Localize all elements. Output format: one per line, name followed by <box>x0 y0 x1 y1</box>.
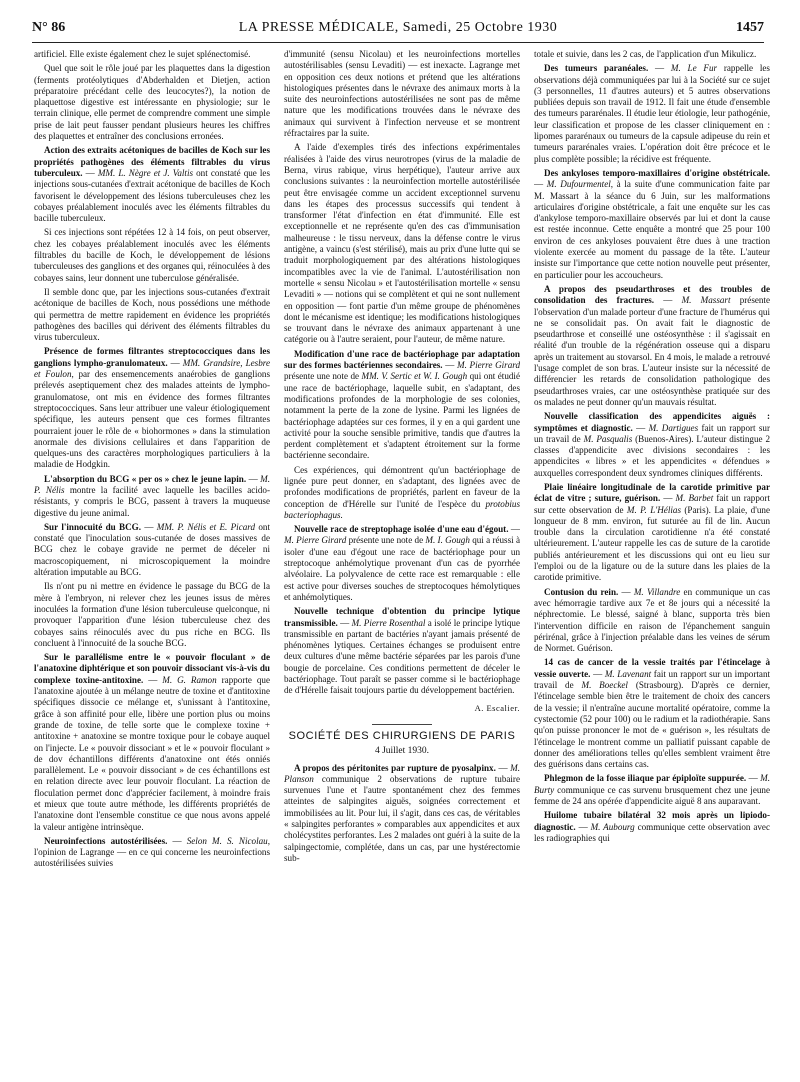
article-heading: Sur l'innocuité du BCG. <box>44 521 142 532</box>
article-pararenal-tumors: Des tumeurs paranéales. — M. Le Fur rappelle les observations déjà communiquées par lui à la Société sur ce sujet (3 personnelles, 11 d'autres auteurs) et 5 autres observations publiées depuis son travail de 1912. Il fait une étude d'ensemble des tumeurs pararénales. Il étudie leur étiologie, leur pathogénie, leur classification et propose de les classer cliniquement en : lipomes pararénaux ou tumeurs de la capsule adipeuse du rein et tumeurs pararénales vraies. L'opération doit être précoce et le plus complète possible; la récidive est fréquente. <box>534 63 770 164</box>
article-heading: Action des extraits acétoniques de bacilles de Koch sur les propriétés pathogènes des éléments filtrables du virus tuberculeux. <box>34 145 270 178</box>
article-authors: M. P. L'Hélias <box>626 504 681 515</box>
article-heading: 14 cas de cancer de la vessie traités par l'étincelage à vessie ouverte. <box>534 657 770 679</box>
article-acetone-extracts: Action des extraits acétoniques de bacilles de Koch sur les propriétés pathogènes des éléments filtrables du virus tuberculeux. — MM. L. Nègre et J. Valtis ont constaté que les injections sous-cutanées d'extrait acétonique de bacilles de Koch favorisent le développement des lésions tuberculeuses chez les cobayes préalablement inoculés avec les éléments filtrables du bacille tuberculeux. <box>34 145 270 224</box>
article-body: fait un rapport sur un travail de <box>534 422 770 444</box>
article-body: a isolé le principe lytique transmissible en partant de bactéries n'ayant jamais présenté de phénomènes lytiques. Certaines échanges se produisent entre deux cultures d'une même bactérie séparées par les parois d'une bougie de porcelaine. Ces conditions permettent de déceler le bactériophage. Tout paraît se passer comme si le bactériophage de d'Hérelle faisait toujours partie du développement bactérien. <box>284 617 520 696</box>
article-body: présente l'observation d'un malade porteur d'une fracture de l'humérus qui ne se consolidait pas. On avait fait le diagnostic de pseudarthrose et conseillé une ostéosynthèse : il s'agissait en réalité d'un trouble de la régénération osseuse qui a disparu après un traitement au stovarsol. En 4 mois, le malade a retrouvé l'usage complet de son bras. L'auteur insiste sur la nécessité de différencier les retards de consolidation pathologique des pseudarthroses vraies, car une ostéosynthèse pratiquée sur des os malades ne peut donner qu'un mauvais résultat. <box>534 295 770 407</box>
article-bcg-innocuity: Sur l'innocuité du BCG. — MM. P. Nélis et E. Picard ont constaté que l'inoculation sous-cutanée de doses massives de BCG chez le cobaye gravide ne permet de déceler ni macroscopiquement, ni microscopiquement la moindre altération imputable au BCG. <box>34 521 270 578</box>
article-body: (Buenos-Aires). L'auteur distingue 2 classes d'appendicite avec divisions secondaires : les appendicites « libres » et les appendicites « défendues » auxquelles correspondent deux syndromes cliniques différents. <box>534 433 770 478</box>
article-body: rappelle les observations déjà communiquées par lui à la Société sur ce sujet (3 personnelles, 11 d'autres auteurs) et 5 autres observations publiées depuis son travail de 1912. Il fait une étude d'ensemble des tumeurs pararénales. Il étudie leur étiologie, leur pathogénie, leur classification et propose de les classer cliniquement en : lipomes pararénaux ou tumeurs de la capsule adipeuse du rein et tumeurs pararénales vraies. L'opération doit être précoce et le plus complète possible; la récidive est fréquente. <box>534 63 770 164</box>
article-authors: M. Pierre Girard <box>284 535 347 546</box>
article-authors: MM. V. Sertic et W. I. Gough <box>361 371 468 382</box>
paragraph: Quel que soit le rôle joué par les plaquettes dans la digestion (ferments protéolytiques d'Abderhalden et Dietjen, action préparatoire précédant celle des leucocytes?), la notion de plaquettose digestive est intéressante en physiologie; sur le terrain clinique, elle permet de comprendre comment une simple prise de lait peut fausser pendant plusieurs heures les chiffres des plaquettes et entraîner des conclusions erronées. <box>34 63 270 142</box>
article-authors: M. Lavenant <box>604 668 652 679</box>
paragraph: d'immunité (sensu Nicolau) et les neuroinfections mortelles autostérilisables (sensu Levaditi) — est inexacte. Lagrange met en opposition ces deux notions et prétend que les altérations histologiques présentes dans le névraxe des animaux morts à la suite des neuroinfections autostérilisées ne sont pas de même nature que les modifications trouvées dans le névraxe des animaux qui survivent à l'infection nerveuse et se montrent réfractaires par la suite. <box>284 49 520 139</box>
article-heading: Contusion du rein. <box>544 586 619 597</box>
article-authors: M. Aubourg <box>590 821 635 832</box>
article-authors: M. Burty <box>534 773 770 795</box>
article-heading: L'absorption du BCG « per os » chez le jeune lapin. <box>44 473 247 484</box>
article-bacteriophage-modification: Modification d'une race de bactériophage par adaptation sur des formes bactériennes secondaires. — M. Pierre Girard présente une note de MM. V. Sertic et W. I. Gough qui ont étudié une race de bactériophage, laquelle subit, en s'adaptant, des modifications profondes de la morphologie de ses colonies, notamment la perte de la zone de lysine. Parmi les lignées de bactériophage adaptées sur ces formes, il y en a qui gardent une activité pour la souche sensible primitive, tandis que d'autres la perdent complètement et s'adaptent étroitement sur la forme bactérienne secondaire. <box>284 348 520 461</box>
species-name: protobius bacteriophagus. <box>284 498 520 520</box>
article-neuroinfections: Neuroinfections autostérilisées. — Selon M. S. Nicolau, l'opinion de Lagrange — en ce qui concerne les neuroinfections autostérilisées suivies <box>34 835 270 869</box>
article-body: ont constaté que les injections sous-cutanées d'extrait acétonique de bacilles de Koch favorisent le développement des lésions tuberculeuses chez les cobayes préalablement inoculés avec les éléments filtrables du bacille tuberculeux. <box>34 167 270 224</box>
article-body: qui a réussi à isoler d'une eau d'égout une race de bactériophage pour un streptocoque anhémolytique provenant d'un cas de pyorrhée alvéolaire. La polyvalence de cette race est remarquable : elle est active pour diverses souches de streptocoques hémolytiques et anhémolytiques. <box>284 535 520 602</box>
article-carotid-wound: Plaie linéaire longitudinale de la carotide primitive par éclat de vitre ; suture, guérison. — M. Barbet fait un rapport sur cette observation de M. P. L'Hélias (Paris). La plaie, d'une longueur de 8 mm. environ, fut suturée au fil de lin. Aucun trouble dans la circulation carotidienne n'a été constaté ultérieurement. L'auteur rappelle les cas de suture de la carotide publiés antérieurement et les discussions qui ont eu lieu sur l'emploi ou de la ligature ou de la suture dans les plaies de la carotide primitive. <box>534 481 770 583</box>
article-bcg-absorption: L'absorption du BCG « per os » chez le jeune lapin. — M. P. Nélis montre la facilité avec laquelle les bacilles acido-résistants, y compris le BCG, passent à travers la muqueuse digestive du jeune animal. <box>34 473 270 518</box>
article-body: fait un rapport sur un important travail de <box>534 668 770 691</box>
article-body: (Strasbourg). D'après ce dernier, l'étincelage semble bien être le traitement de choix des cancers de la vessie; il n'entraîne aucune mortalité opératoire, comme la cystectomie (52 pour 100) ou le radium et la radiothérapie. Sans qu'on puisse prononcer le mot de « guérison », les résultats de l'étincelage le montrent comme un palliatif puissant capable de donner des améliorations telles qu'elles semblent vraiment être des guérisons dans certains cas. <box>534 680 770 770</box>
article-heading: Des ankyloses temporo-maxillaires d'origine obstétricale. <box>544 167 770 178</box>
article-authors: M. Planson <box>284 762 520 784</box>
header-rule <box>32 42 764 43</box>
article-body: en communique un cas avec hémorragie tardive aux 7e et 8e jours qui a nécessité la néphrectomie. Le blessé, saigné à blanc, supporta très bien l'intervention difficile en raison de l'épanchement sanguin périrénal, grâce à l'injection préalable dans les veines de sérum de Normet. Guérison. <box>534 586 770 654</box>
journal-title: LA PRESSE MÉDICALE, Samedi, 25 Octobre 1930 <box>238 20 558 35</box>
article-body: , à la suite d'une communication faite par M. Massart à la séance du 6 Juin, sur les malformations articulaires d'origine obstétricale, a fait une enquête sur les cas d'ankylose temporo-maxillaire observés par lui et dont la cause est restée inconnue. Cette enquête a montré que 25 pour 100 environ de ces ankyloses pouvaient être dues à une traction violente exercée au moment du passage de la tête. L'auteur insiste sur l'importance que cette notion nouvelle peut présenter, en particulier pour les accoucheurs. <box>534 179 770 280</box>
paragraph: Si ces injections sont répétées 12 à 14 fois, on peut observer, chez les cobayes préalablement inoculés avec les éléments filtrables du bacille de Koch, le développement de lésions tuberculeuses des ganglions et des organes qui, réinoculées à des cobayes sains, leur donnent une tuberculose généralisée. <box>34 227 270 283</box>
paragraph: artificiel. Elle existe également chez le sujet splénectomisé. <box>34 49 251 59</box>
article-authors: M. Pierre Rosenthal <box>351 617 426 628</box>
article-authors: M. Villandre <box>633 586 681 597</box>
article-heading: Présence de formes filtrantes streptococciques dans les ganglions lympho-granulomateux. <box>34 346 270 368</box>
article-lytic-principle: Nouvelle technique d'obtention du principe lytique transmissible. — M. Pierre Rosenthal a isolé le principe lytique transmissible en partant de bactéries n'ayant jamais présenté de phénomènes lytiques. Certaines échanges se produisent entre deux cultures d'une même bactérie séparées par les parois d'une bougie de porcelaine. Ces conditions permettent de déceler le bactériophage. Tout paraît se passer comme si le bactériophage de d'Hérelle faisait toujours partie du développement bactérien. <box>284 606 520 696</box>
article-authors: M. P. Nélis <box>34 473 270 495</box>
column-3 <box>534 49 770 1077</box>
section-divider <box>372 724 432 725</box>
article-body: communique ce cas survenu brusquement chez une jeune femme de 24 ans opérée d'appendicite aiguë 8 ans auparavant. <box>534 784 770 806</box>
article-heading: A propos des péritonites par rupture de pyosalpinx. <box>294 762 496 773</box>
article-body: (Paris). La plaie, d'une longueur de 8 mm. environ, fut suturée au fil de lin. Aucun trouble dans la circulation carotidienne n'a été constaté ultérieurement. L'auteur rappelle les cas de suture de la carotide publiés antérieurement et les discussions qui ont eu lieu sur l'emploi ou de la ligature ou de la suture dans les plaies de la carotide primitive. <box>534 504 770 583</box>
article-streptophage: Nouvelle race de streptophage isolée d'une eau d'égout. — M. Pierre Girard présente une note de M. I. Gough qui a réussi à isoler d'une eau d'égout une race de bactériophage pour un streptocoque anhémolytique provenant d'un cas de pyorrhée alvéolaire. La polyvalence de cette race est remarquable : elle est active pour diverses souches de streptocoques hémolytiques et anhémolytiques. <box>284 524 520 602</box>
article-heading: Modification d'une race de bactériophage par adaptation sur des formes bactériennes secondaires. <box>284 348 520 371</box>
article-heading: Sur le parallélisme entre le « pouvoir floculant » de l'anatoxine diphtérique et son pouvoir dissociant vis-à-vis du complexe toxine-antitoxine. <box>34 652 270 685</box>
article-authors: M. Le Fur <box>670 63 718 74</box>
article-authors: M. Massart <box>681 295 731 306</box>
article-authors: MM. L. Nègre et J. Valtis <box>97 167 194 178</box>
article-body: , par des ensemencements anaérobies de ganglions prélevés aseptiquement chez des malades atteints de lympho-granulomatose, ont mis en évidence des formes filtrantes streptococciques. Sans leur attribuer une valeur étiologiquement spécifique, les auteurs pensent que ces formes filtrantes pourraient jouer le rôle de « biohormones » dans la stimulation anormale des divisions cellulaires et dans l'apparition de quelques-uns des caractères morphologiques particuliers à la maladie de Hodgkin. <box>34 369 270 470</box>
article-body: Ces expériences, qui démontrent qu'un bactériophage de lignée pure peut donner, en s'adaptant, des lignées avec de profondes modifications de propriétés, parlent en faveur de la conception de d'Hérelle sur l'unité de l'espèce du <box>284 464 520 509</box>
paragraph: Ils n'ont pu ni mettre en évidence le passage du BCG de la mère à l'embryon, ni relever chez les jeunes issus de mères inoculées la formation d'une lésion tuberculeuse quelconque, ni provoquer l'apparition d'une lésion tuberculeuse chez des cobayes sains réinoculés avec du pus riche en BCG. Ils concluent à l'innocuité de la souche BCG. <box>34 581 270 648</box>
article-anatoxin: Sur le parallélisme entre le « pouvoir floculant » de l'anatoxine diphtérique et son pouvoir dissociant vis-à-vis du complexe toxine-antitoxine. — M. G. Ramon rapporte que l'anatoxine ajoutée à un mélange neutre de toxine et d'antitoxine spécifiques dissocie ce mélange et, s'unissant à l'antitoxine, grâce à son affinité pour elle, libère une portion plus ou moins grande de toxine, de telle sorte que le complexe toxine + antitoxine + anatoxine se montre toxique pour le cobaye auquel on l'injecte. Le « pouvoir dissociant » et le « pouvoir floculant » de dov échantillons différents d'anatoxine ont étés onniés parallèlement. Le « pouvoir dissociant » de ces échantillons est en relation directe avec leur pouvoir floculant. La réaction de floculation permet donc d'apprécier facilement, à moindre frais et mieux que toute autre méthode, les différents propriétés de l'anatoxine dont l'ensemble constitue ce que nous avons appelé la valeur antigène intrinsèque. <box>34 652 270 832</box>
article-body: présente une note de <box>348 535 424 546</box>
article-pyosalpinx: A propos des péritonites par rupture de pyosalpinx. — M. Planson communique 2 observations de rupture tubaire survenues l'une et l'autre spontanément chez des femmes atteintes de salpingites aiguës, soignées correctement et immobilisées au lit. Pour lui, il s'agit, dans ces cas, de véritables « salpingites perforantes » comparables aux appendicites et aux cholécystites perforantes. Les 2 malades ont guéri à la suite de la salpingectomie, complétée, dans un cas, par une hystérectomie sub- <box>284 762 520 863</box>
article-ankyloses: Des ankyloses temporo-maxillaires d'origine obstétricale. — M. Dufourmentel, à la suite d'une communication faite par M. Massart à la séance du 6 Juin, sur les malformations articulaires d'origine obstétricale, a fait une enquête sur les cas d'ankylose temporo-maxillaire observés par lui et dont la cause est restée inconnue. Cette enquête a montré que 25 pour 100 environ de ces ankyloses pouvaient être dues à une traction violente exercée au moment du passage de la tête. L'auteur insiste sur l'importance que cette notion nouvelle peut présenter, en particulier pour les accoucheurs. <box>534 167 770 280</box>
article-heading: Huilome tubaire bilatéral 32 mois après un lipiodo-diagnostic. <box>534 810 770 832</box>
article-heading: Nouvelle race de streptophage isolée d'une eau d'égout. <box>294 524 509 535</box>
article-heading: Plaie linéaire longitudinale de la carotide primitive par éclat de vitre ; suture, guérison. <box>534 481 770 504</box>
article-body: ont constaté que l'inoculation sous-cutanée de doses massives de BCG chez le cobaye gravide ne permet de déceler ni macroscopiquement, ni microscopiquement la moindre altération imputable au BCG. <box>34 521 270 578</box>
issue-number: N° 86 <box>32 20 66 35</box>
column-2 <box>284 49 520 1077</box>
article-authors: M. Pasqualis <box>583 433 633 444</box>
article-heading: Phlegmon de la fosse iliaque par épiploïte suppurée. <box>544 773 747 784</box>
paragraph: A l'aide d'exemples tirés des infections expérimentales réalisées à l'aide des virus neurotropes (virus de la maladie de Berna, virus rabique, virus herpétique), l'auteur arrive aux conclusions suivantes : la neuroinfection mortelle autostérilisée peut être envisagée comme un accident exceptionnel survenu dans les étapes des processus successifs qui tendent à transformer l'état d'infection en état d'immunité. Elle est exceptionnelle et ne représente qu'en des cas d'immunisation malheureuse : le tissu nerveux, dans la défense contre le virus antigène, a vaincu (s'est stérilisé), mais au prix d'une lutte qui se traduit morphologiquement par des altérations histologiques incompatibles avec la vie de l'animal. L'autostérilisation non mortelle « sensu Nicolau » et l'autostérilisation mortelle « sensu Levaditi » — notions qui se complètent et qui ne sont nullement en opposition — font partie d'un même groupe de phénomènes dont le mécanisme est identique; les modifications histologiques se trouvant dans le névraxe des animaux appartenant à une catégorie ou à l'autre seraient, pour l'auteur, de même nature. <box>284 142 520 345</box>
article-body: montre la facilité avec laquelle les bacilles acido-résistants, y compris le BCG, passent à travers la muqueuse digestive du jeune animal. <box>34 484 270 518</box>
article-iliac-phlegmon: Phlegmon de la fosse iliaque par épiploïte suppurée. — M. Burty communique ce cas survenu brusquement chez une jeune femme de 24 ans opérée d'appendicite aiguë 8 ans auparavant. <box>534 773 770 806</box>
article-appendicitis: Nouvelle classification des appendicites aiguës : symptômes et diagnostic. — M. Dartigues fait un rapport sur un travail de M. Pasqualis (Buenos-Aires). L'auteur distingue 2 classes d'appendicite avec divisions secondaires : les appendicites « libres » et les appendicites « défendues » auxquelles correspondent deux syndromes cliniques différents. <box>534 411 770 478</box>
article-heading: Neuroinfections autostérilisées. <box>44 835 168 846</box>
article-bladder-cancer: 14 cas de cancer de la vessie traités par l'étincelage à vessie ouverte. — M. Lavenant fait un rapport sur un important travail de M. Boeckel (Strasbourg). D'après ce dernier, l'étincelage semble bien être le traitement de choix des cancers de la vessie; il n'entraîne aucune mortalité opératoire, comme la cystectomie (52 pour 100) ou le radium et la radiothérapie. Sans qu'on puisse prononcer le mot de « guérison », les résultats de l'étincelage le montrent comme un palliatif puissant capable de donner des améliorations telles qu'elles semblent vraiment être des guérisons dans certains cas. <box>534 657 770 770</box>
section-date: 4 Juillet 1930. <box>374 746 430 757</box>
article-body: rapporte que l'anatoxine ajoutée à un mélange neutre de toxine et d'antitoxine spécifiques dissocie ce mélange et, s'unissant à l'antitoxine, grâce à son affinité pour elle, libère une portion plus ou moins grande de toxine, de telle sorte que le complexe toxine + antitoxine + anatoxine se montre toxique pour le cobaye auquel on l'injecte. Le « pouvoir dissociant » et le « pouvoir floculant » de dov échantillons différents d'anatoxine ont étés onniés parallèlement. Le « pouvoir dissociant » de ces échantillons est en relation directe avec leur pouvoir floculant. La réaction de floculation permet donc d'apprécier facilement, à moindre frais et mieux que toute autre méthode, les différents propriétés de l'anatoxine dont l'ensemble constitue ce que nous avons appelé la valeur antigène intrinsèque. <box>34 674 270 832</box>
article-body: communique cette observation avec les radiographies qui <box>534 821 770 843</box>
article-tubal-oleoma: Huilome tubaire bilatéral 32 mois après un lipiodo-diagnostic. — M. Aubourg communique cette observation avec les radiographies qui <box>534 810 770 843</box>
article-pseudarthroses: A propos des pseudarthroses et des troubles de consolidation des fractures. — M. Massart présente l'observation d'un malade porteur d'une fracture de l'humérus qui ne se consolidait pas. On avait fait le diagnostic de pseudarthrose et conseillé une ostéosynthèse : il s'agissait en réalité d'un trouble de la régénération osseuse qui a disparu après un traitement au stovarsol. En 4 mois, le malade a retrouvé l'usage complet de son bras. L'auteur insiste sur la nécessité de différencier les retards de consolidation pathologique des pseudarthroses vraies, car une ostéosynthèse pratiquée sur des os malades ne peut donner qu'un mauvais résultat. <box>534 283 770 407</box>
article-heading: Des tumeurs paranéales. <box>544 63 649 74</box>
article-body: qui ont étudié une race de bactériophage, laquelle subit, en s'adaptant, des modifications profondes de la morphologie de ses colonies, notamment la perte de la zone de lysine. Parmi les lignées de bactériophage adaptées sur ces formes, il y en a qui gardent une activité pour la souche sensible primitive, tandis que d'autres la perdent complètement et s'adaptent étroitement sur la forme bactérienne secondaire. <box>284 371 520 461</box>
article-authors: M. Pierre Girard <box>457 360 520 371</box>
article-authors: MM. Grandsire, Lesbre et Foulon <box>34 357 270 380</box>
page-number: 1457 <box>736 20 764 35</box>
article-authors: M. G. Ramon <box>162 674 217 685</box>
article-heading: A propos des pseudarthroses et des troubles de consolidation des fractures. <box>534 283 770 306</box>
article-authors: M. Barbet <box>675 493 714 504</box>
article-authors: M. Dufourmentel <box>546 179 611 190</box>
article-kidney-contusion: Contusion du rein. — M. Villandre en communique un cas avec hémorragie tardive aux 7e et 8e jours qui a nécessité la néphrectomie. Le blessé, saigné à blanc, supporta très bien l'intervention difficile en raison de l'épanchement sanguin périrénal, grâce à l'injection préalable dans les veines de sérum de Normet. Guérison. <box>534 586 770 654</box>
article-body: présente une note de <box>284 371 360 382</box>
article-body: , l'opinion de Lagrange — en ce qui concerne les neuroinfections autostérilisées suivies <box>34 835 270 869</box>
article-streptococcal-forms: Présence de formes filtrantes streptococciques dans les ganglions lympho-granulomateux. — MM. Grandsire, Lesbre et Foulon, par des ensemencements anaérobies de ganglions prélevés aseptiquement chez des malades atteints de lympho-granulomatose, ont mis en évidence des formes filtrantes streptococciques. Sans leur attribuer une valeur étiologiquement spécifique, les auteurs pensent que ces formes filtrantes pourraient jouer le rôle de « biohormones » dans la stimulation anormale des divisions cellulaires et dans l'apparition de quelques-uns des caractères morphologiques particuliers à la maladie de Hodgkin. <box>34 346 270 470</box>
paragraph: Il semble donc que, par les injections sous-cutanées d'extrait acétonique de bacilles de Koch, nous possédions une méthode qui permettra de mettre rapidement en évidence les propriétés pathogènes des bacilles qui dérivent des éléments filtrables du virus tuberculeux. <box>34 286 270 343</box>
article-heading: Nouvelle technique d'obtention du principe lytique transmissible. <box>284 606 520 628</box>
article-heading: Nouvelle classification des appendicites aiguës : symptômes et diagnostic. <box>534 411 770 433</box>
page-header <box>32 20 764 40</box>
paragraph: totale et suivie, dans les 2 cas, de l'application d'un Mikulicz. <box>534 49 757 59</box>
article-body: fait un rapport sur cette observation de <box>534 493 770 515</box>
article-authors: M. I. Gough <box>425 535 470 546</box>
paragraph <box>284 465 520 521</box>
article-authors: M. Boeckel <box>581 680 628 691</box>
article-authors: Selon M. S. Nicolau <box>186 835 268 846</box>
article-authors: MM. P. Nélis et E. Picard <box>156 521 256 532</box>
signature: A. Escalier. <box>474 702 520 713</box>
article-authors: M. Dartigues <box>648 422 699 433</box>
column-1 <box>34 49 270 1077</box>
article-body: communique 2 observations de rupture tubaire survenues l'une et l'autre spontanément chez des femmes atteintes de salpingites aiguës, soignées correctement et immobilisées au lit. Pour lui, il s'agit, dans ces cas, de véritables « salpingites perforantes » comparables aux appendicites et aux cholécystites perforantes. Les 2 malades ont guéri à la suite de la salpingectomie, complétée, dans un cas, par une hystérectomie sub- <box>284 773 520 863</box>
section-title: SOCIÉTÉ DES CHIRURGIENS DE PARIS <box>288 729 516 742</box>
